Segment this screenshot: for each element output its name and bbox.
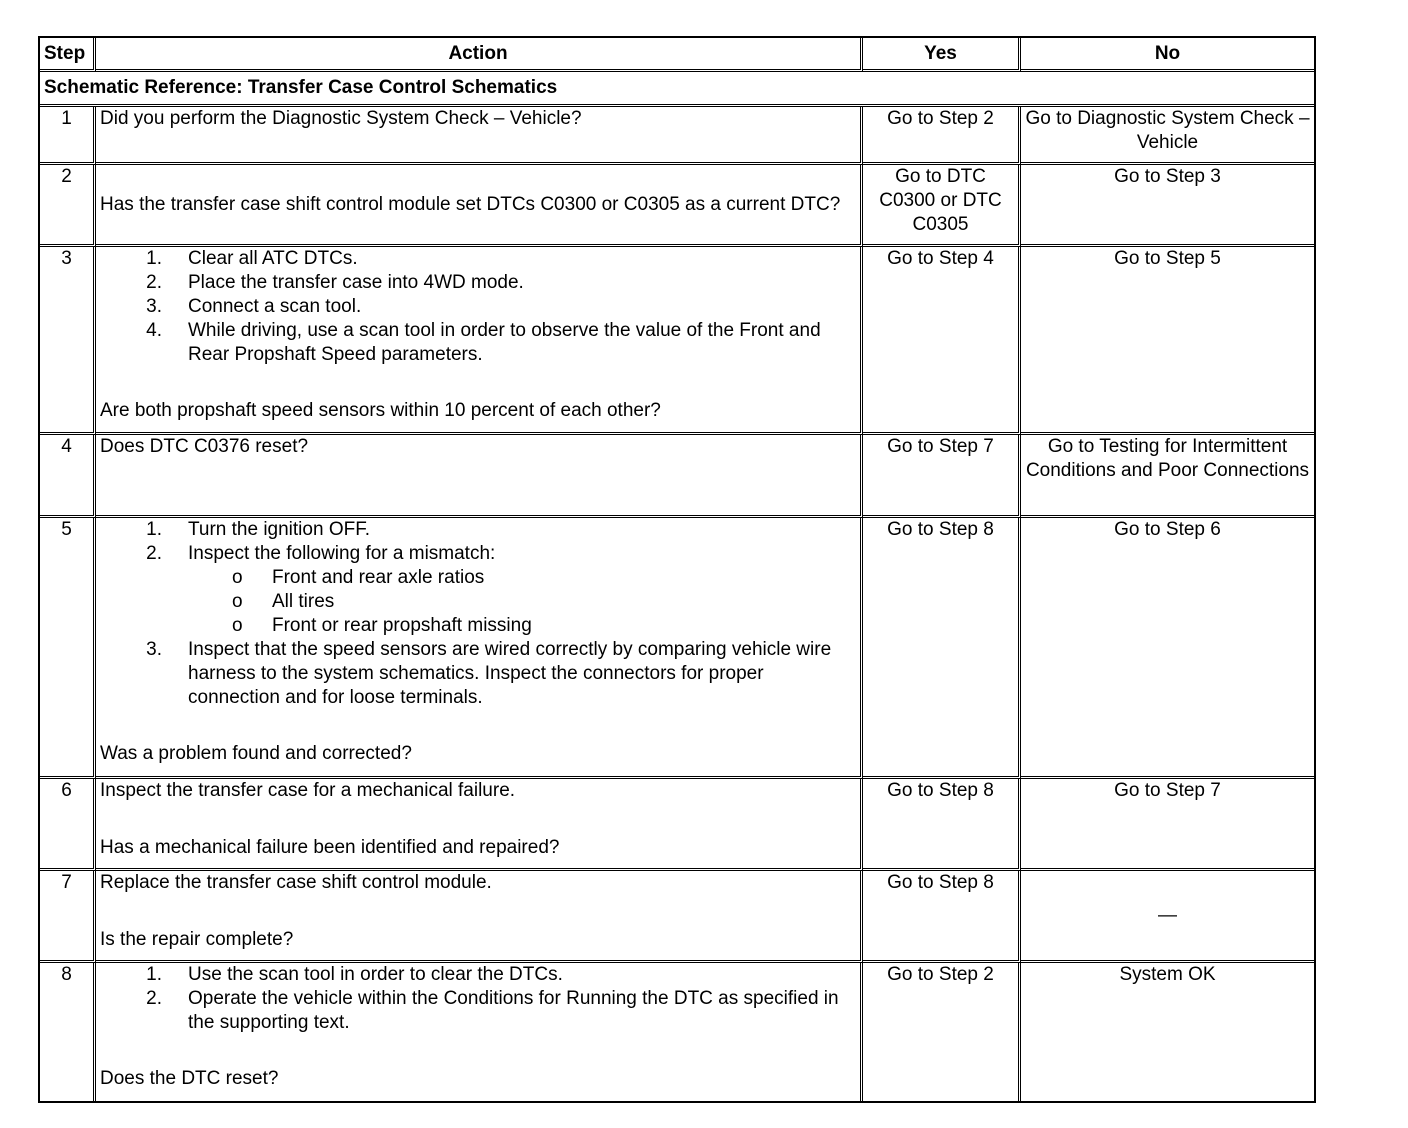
no-cell: Go to Step 5 <box>1021 247 1314 435</box>
step-number: 7 <box>40 871 96 963</box>
no-cell: Go to Step 6 <box>1021 518 1314 779</box>
list-item <box>146 542 856 638</box>
list-item <box>146 518 856 542</box>
table-row <box>40 779 1314 871</box>
list-text: Operate the vehicle within the Conditions for Running the DTC as specified in the supporting text. <box>188 988 839 1033</box>
sub-list <box>188 566 856 638</box>
action-text: Replace the transfer case shift control module. <box>100 872 492 893</box>
step-number: 8 <box>40 963 96 1101</box>
yes-cell: Go to Step 2 <box>863 107 1021 165</box>
step-list <box>100 518 856 710</box>
list-text: Turn the ignition OFF. <box>188 519 370 540</box>
table-row <box>40 165 1314 247</box>
step-number: 1 <box>40 107 96 165</box>
table-row <box>40 963 1314 1101</box>
no-cell: System OK <box>1119 964 1216 985</box>
no-cell: Go to Step 3 <box>1021 165 1314 247</box>
list-number: 1. <box>146 964 162 985</box>
list-text: Clear all ATC DTCs. <box>188 248 358 269</box>
circle-bullet-icon: o <box>232 591 243 612</box>
list-number: 2. <box>146 543 162 564</box>
yes-cell: Go to Step 7 <box>863 435 1021 518</box>
list-number: 2. <box>146 988 162 1009</box>
list-text: While driving, use a scan tool in order to observe the value of the Front and Rear Propshaft Speed parameters. <box>188 320 821 365</box>
circle-bullet-icon: o <box>232 615 243 636</box>
action-text: Did you perform the Diagnostic System Check – Vehicle? <box>96 107 863 165</box>
list-number: 2. <box>146 272 162 293</box>
list-number: 1. <box>146 519 162 540</box>
schematic-reference: Schematic Reference: Transfer Case Control Schematics <box>40 72 1314 107</box>
question-text: Is the repair complete? <box>100 929 294 950</box>
action-text: Inspect the transfer case for a mechanical failure. <box>100 780 516 801</box>
no-cell: Go to Diagnostic System Check – Vehicle <box>1021 107 1314 165</box>
action-cell <box>96 871 863 963</box>
list-text: Use the scan tool in order to clear the DTCs. <box>188 964 563 985</box>
question-text: Has a mechanical failure been identified and repaired? <box>100 837 560 858</box>
question-text: Are both propshaft speed sensors within 10 percent of each other? <box>100 400 661 421</box>
step-number: 5 <box>40 518 96 779</box>
sub-list-item <box>232 614 856 638</box>
list-text: Inspect that the speed sensors are wired correctly by comparing vehicle wire harness to the system schematics. Inspect the connectors for proper connection and for loose terminals. <box>188 639 832 708</box>
list-item <box>146 987 856 1035</box>
diagnostic-table <box>38 36 1316 1103</box>
step-number: 2 <box>40 165 96 247</box>
yes-cell: Go to Step 8 <box>863 779 1021 871</box>
header-no: No <box>1021 38 1314 72</box>
header-yes: Yes <box>863 38 1021 72</box>
yes-cell: Go to Step 8 <box>863 871 1021 963</box>
action-text: Has the transfer case shift control module set DTCs C0300 or C0305 as a current DTC? <box>96 165 863 247</box>
list-item <box>146 638 856 710</box>
list-number: 1. <box>146 248 162 269</box>
no-cell: Go to Testing for Intermittent Conditions and Poor Connections <box>1021 435 1314 518</box>
list-item <box>146 271 856 295</box>
list-number: 3. <box>146 296 162 317</box>
list-item <box>146 295 856 319</box>
question-text: Was a problem found and corrected? <box>100 743 412 764</box>
question-text: Does the DTC reset? <box>100 1068 279 1089</box>
list-item <box>146 319 856 367</box>
sub-list-item <box>232 566 856 590</box>
header-action: Action <box>96 38 863 72</box>
table-row <box>40 247 1314 435</box>
yes-cell: Go to Step 8 <box>863 518 1021 779</box>
list-text: Connect a scan tool. <box>188 296 362 317</box>
sub-list-text: All tires <box>272 591 335 612</box>
schematic-row <box>40 72 1314 107</box>
yes-cell: Go to Step 4 <box>863 247 1021 435</box>
list-text: Place the transfer case into 4WD mode. <box>188 272 524 293</box>
yes-cell: Go to DTC C0300 or DTC C0305 <box>863 165 1021 247</box>
list-number: 3. <box>146 639 162 660</box>
sub-list-text: Front or rear propshaft missing <box>272 615 532 636</box>
table-row <box>40 107 1314 165</box>
action-cell <box>96 518 863 779</box>
table-row <box>40 518 1314 779</box>
table-row <box>40 871 1314 963</box>
list-text: Inspect the following for a mismatch: <box>188 543 496 564</box>
step-number: 3 <box>40 247 96 435</box>
no-cell: — <box>1021 871 1314 963</box>
action-cell <box>96 247 863 435</box>
circle-bullet-icon: o <box>232 567 243 588</box>
list-number: 4. <box>146 320 162 341</box>
step-number: 6 <box>40 779 96 871</box>
header-step: Step <box>40 38 96 72</box>
header-row <box>40 38 1314 72</box>
action-cell <box>96 963 863 1101</box>
list-item <box>146 963 856 987</box>
yes-cell: Go to Step 2 <box>863 963 1021 1101</box>
step-number: 4 <box>40 435 96 518</box>
step-list <box>100 963 856 1035</box>
list-item <box>146 247 856 271</box>
sub-list-text: Front and rear axle ratios <box>272 567 485 588</box>
action-cell <box>96 779 863 871</box>
table-row <box>40 435 1314 518</box>
action-text: Does DTC C0376 reset? <box>96 435 863 518</box>
sub-list-item <box>232 590 856 614</box>
step-list <box>100 247 856 367</box>
no-cell: Go to Step 7 <box>1021 779 1314 871</box>
